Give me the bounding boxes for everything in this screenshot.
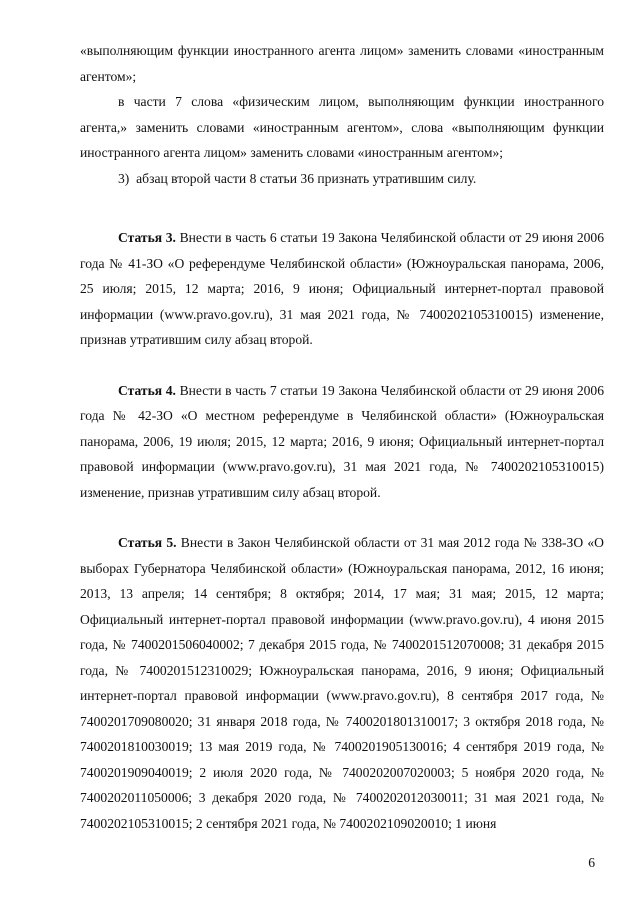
paragraph-text: в части 7 слова «физическим лицом, выполняющим функции иностранного агента,» заменить словами «иностранным агентом», слова «выполняющим функции иностранного агента лицом» заменить словами «иностранным агентом»; [80, 94, 604, 160]
article-5 [80, 530, 604, 836]
article-4-text: Внести в часть 7 статьи 19 Закона Челябинской области от 29 июня 2006 года № 42-ЗО «О местном референдуме в Челябинской области» (Южноуральская панорама, 2006, 19 июля; 2015, 12 марта; 2016, 9 июня; Официальный интернет-портал правовой информации (www.pravo.gov.ru), 31 мая 2021 года, № 7400202105310015) изменение, признав утратившим силу абзац второй. [80, 382, 605, 500]
article-4-label: Статья 4. [118, 382, 176, 398]
paragraph-part-7 [80, 89, 604, 166]
paragraph-text: 3) абзац второй части 8 статьи 36 признать утратившим силу. [118, 170, 477, 186]
article-3 [80, 225, 604, 353]
page-number: 6 [588, 855, 595, 870]
paragraph-continuation [80, 38, 604, 89]
article-3-text: Внести в часть 6 статьи 19 Закона Челябинской области от 29 июня 2006 года № 41-ЗО «О референдуме Челябинской области» (Южноуральская панорама, 2006, 25 июля; 2015, 12 марта; 2016, 9 июня; Официальный интернет-портал правовой информации (www.pravo.gov.ru), 31 мая 2021 года, № 7400202105310015) изменение, признав утратившим силу абзац второй. [80, 230, 605, 347]
document-body [80, 38, 604, 836]
paragraph-item-3 [80, 166, 604, 192]
paragraph-text: «выполняющим функции иностранного агента лицом» заменить словами «иностранным агентом»; [80, 43, 604, 84]
article-3-label: Статья 3. [118, 230, 176, 245]
article-4 [80, 378, 604, 506]
article-5-text: Внести в Закон Челябинской области от 31 мая 2012 года № 338-ЗО «О выборах Губернатора Челябинской области» (Южноуральская панорама, 2012, 16 июня; 2013, 13 апреля; 14 сентября; 8 октября; 2014, 17 мая; 31 мая; 2015, 12 марта; Официальный интернет-портал правовой информации (www.pravo.gov.ru), 4 июня 2015 года, № 7400201506040002; 7 декабря 2015 года, № 7400201512070008; 31 декабря 2015 года, № 7400201512310029; Южноуральская панорама, 2016, 9 июня; Официальный интернет-портал правовой информации (www.pravo.gov.ru), 8 сентября 2017 года, № 7400201709080020; 31 января 2018 года, № 7400201801310017; 3 октября 2018 года, № 7400201810030019; 13 мая 2019 года, № 7400201905130016; 4 сентября 2019 года, № 7400201909040019; 2 июля 2020 года, № 7400202007020003; 5 ноября 2020 года, № 7400202011050006; 3 декабря 2020 года, № 7400202012030011; 31 мая 2021 года, № 7400202105310015; 2 сентября 2021 года, № 7400202109020010; 1 июня [80, 535, 604, 831]
article-5-label: Статья 5. [118, 535, 177, 550]
